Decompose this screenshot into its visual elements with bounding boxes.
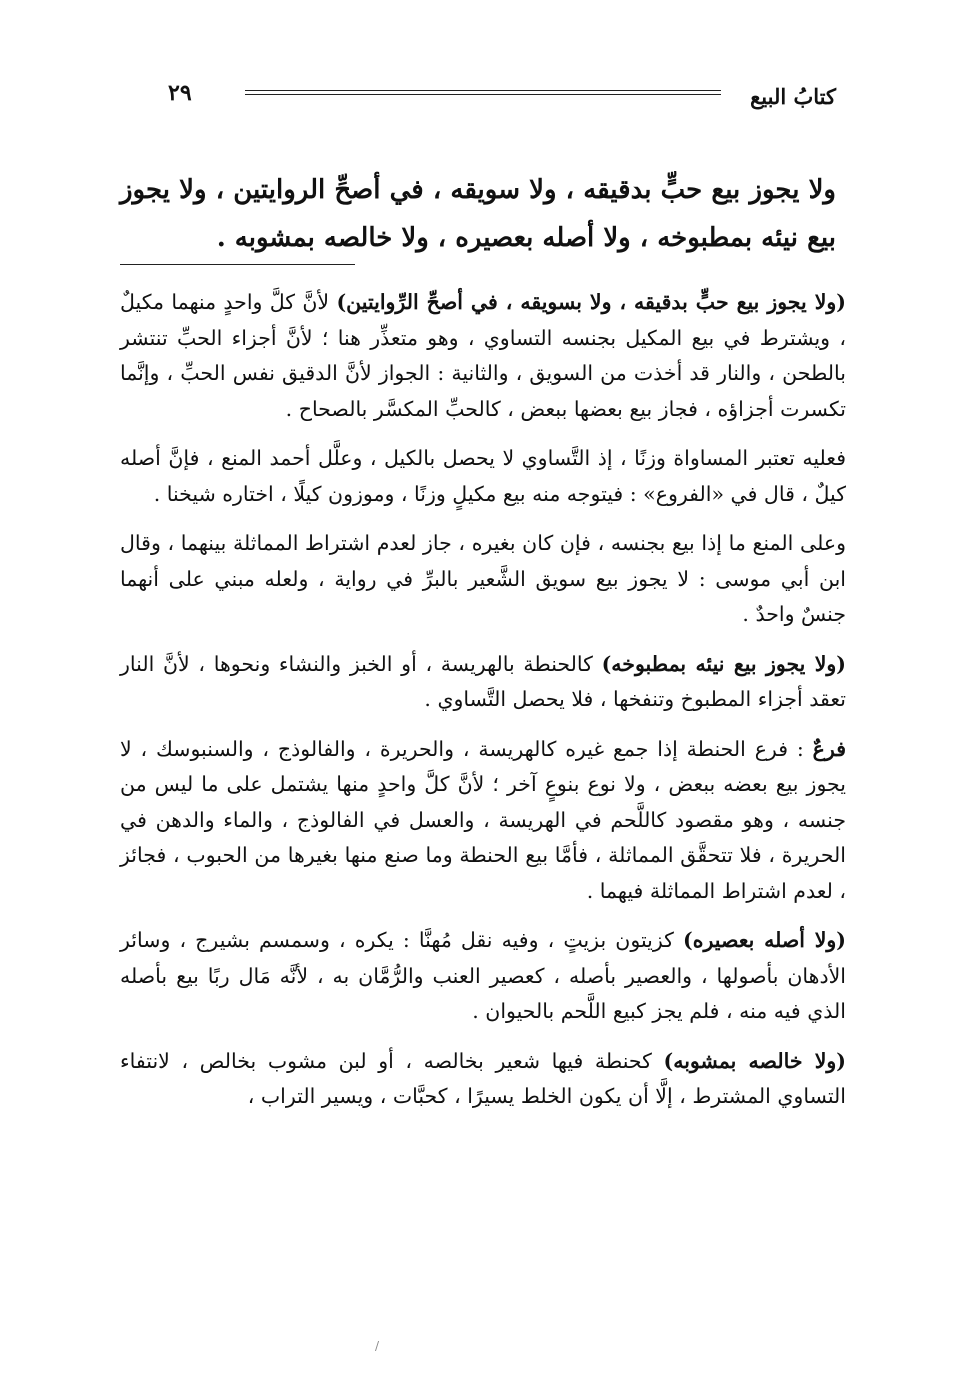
running-title: كتابُ البيع xyxy=(750,84,836,109)
paragraph-text: وعلى المنع ما إذا بيع بجنسه ، فإن كان بغيره ، جاز لعدم اشتراط المماثلة بينهما ، وقال ابن أبي موسى : لا يجوز بيع سويق الشَّعير بالبرِّ في رواية ، ولعله مبني على أنهما جنسٌ واحدٌ . xyxy=(120,531,846,626)
paragraph-lead: (ولا يجوز بيع حبٍّ بدقيقه ، ولا بسويقه ، في أصحِّ الرِّوايتين) xyxy=(336,290,846,314)
page-header xyxy=(120,80,836,116)
paragraph-text: كالحنطة بالهريسة ، أو الخبز والنشاء ونحوها ، لأنَّ النار تعقد أجزاء المطبوخ وتنفخها ، فلا يحصل التَّساوي . xyxy=(120,651,846,711)
paragraph xyxy=(120,285,846,427)
paragraph-text: فعليه تعتبر المساواة وزنًا ، إذ التَّساوي لا يحصل بالكيل ، وعلَّل أحمد المنع ، فإنَّ أصله كيلٌ ، قال في «الفروع» : فيتوجه منه بيع مكيلٍ وزنًا ، وموزون كيلًا ، اختاره شيخنا . xyxy=(120,446,846,506)
paragraph xyxy=(120,923,846,1030)
paragraph-text: كحنطة فيها شعير بخالصه ، أو لبن مشوب بخالص ، لانتفاء التساوي المشترط ، إلَّا أن يكون الخلط يسيرًا ، كحبَّات ، ويسير التراب ، xyxy=(120,1048,846,1108)
paragraph-lead: فرعٌ xyxy=(812,736,846,761)
paragraph-lead: (ولا أصله بعصيره) xyxy=(683,928,846,952)
page-number: ٢٩ xyxy=(168,80,192,106)
paragraph-text: : فرع الحنطة إذا جمع غيره كالهريسة ، والحريرة ، والفالوذج ، والسنبوسك ، لا يجوز بيع بعضه ببعض ، ولا نوع بنوعٍ آخر ؛ لأنَّ كلَّ واحدٍ منها يشتمل على ما ليس من جنسه ، وهو مقصود كاللَّحم في الهريسة ، والعسل في الفالوذج ، والماء والدهن في الحريرة ، فلا تتحقَّق المماثلة ، فأمَّا بيع الحنطة وما صنع منها بغيرها من الحبوب ، فجائز ، لعدم اشتراط المماثلة فيهما . xyxy=(120,736,846,903)
paragraph-lead: (ولا يجوز بيع نيئه بمطبوخه) xyxy=(601,651,846,676)
paragraph xyxy=(120,1044,846,1115)
header-rule xyxy=(245,90,721,95)
commentary-body xyxy=(120,285,846,1129)
paragraph-text: لأنَّ كلَّ واحدٍ منهما مكيلٌ ، ويشترط في بيع المكيل بجنسه التساوي ، وهو متعذِّر هنا ؛ لأنَّ أجزاء الحبِّ تنتشر بالطحن ، والنار قد أخذت من السويق ، والثانية : الجواز لأنَّ الدقيق نفس الحبِّ ، وإنَّما تكسرت أجزاؤه ، فجاز بيع بعضها ببعض ، كالحبِّ المكسَّر بالصحاح . xyxy=(120,290,846,421)
footer-mark: / xyxy=(375,1339,380,1353)
paragraph xyxy=(120,647,846,718)
paragraph xyxy=(120,732,846,910)
matn-text: ولا يجوز بيع حبٍّ بدقيقه ، ولا سويقه ، في أصحِّ الروايتين ، ولا يجوز بيع نيئه بمطبوخه ، ولا أصله بعصيره ، ولا خالصه بمشوبه . xyxy=(120,175,836,253)
matn-separator-rule xyxy=(120,264,355,265)
paragraph-text: كزيتون بزيتٍ ، وفيه نقل مُهنَّا : يكره ، وسمسم بشيرج ، وسائر الأدهان بأصولها ، والعصير بأصله ، كعصير العنب والرُّمَّان به ، لأنَّه مَال ربًا بيع بأصله الذي فيه منه ، فلم يجز كبيع اللَّحم بالحيوان . xyxy=(120,928,846,1023)
paragraph xyxy=(120,526,846,633)
paragraph xyxy=(120,441,846,512)
paragraph-lead: (ولا خالصه بمشوبه) xyxy=(663,1048,847,1073)
